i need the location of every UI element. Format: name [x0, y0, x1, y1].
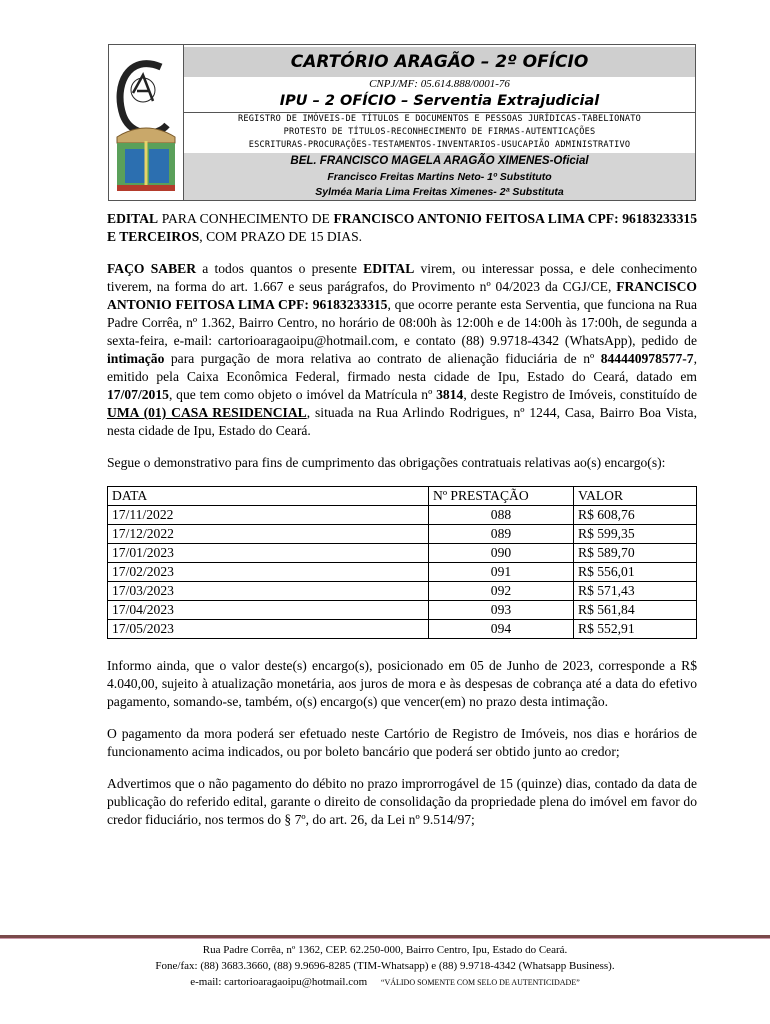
office-subtitle: IPU – 2 OFÍCIO – Serventia Extrajudicial: [279, 93, 600, 109]
col-prestacao: Nº PRESTAÇÃO: [429, 487, 574, 506]
advertimos-paragraph: Advertimos que o não pagamento do débito no prazo improrrogável de 15 (quinze) dias, contado da data de publicação do referido edital, garante o direito de consolidação da propriedade plena do imóvel em favor do credor fiduciário, nos termos do § 7º, do art. 26, da Lei nº 9.514/97;: [107, 776, 697, 827]
office-title: CARTÓRIO ARAGÃO – 2º OFÍCIO: [184, 47, 695, 77]
faco-saber-paragraph: FAÇO SABER a todos quantos o presente EDITAL virem, ou interessar possa, e dele conhecimento tiverem, na forma do art. 1.667 e seus parágrafos, do Provimento nº 04/2023 da CGJ/CE, FRANCISCO ANTONIO FEITOSA LIMA CPF: 96183233315, que ocorre perante esta Serventia, que funciona na Rua Padre Corrêa, nº 1.362, Bairro Centro, no horário de 08:00h às 12:00h e de 14:00h às 17:00h, de segunda a sexta-feira, e-mail: cartorioaragaoipu@hotmail.com, e contato (88) 9.9718-4342 (WhatsApp), pedido de intimação para purgação de mora relativa ao contrato de alienação fiduciária de nº 844440978577-7, emitido pela Caixa Econômica Federal, firmado nesta cidade de Ipu, Estado do Ceará, datado em 17/07/2015, que tem como objeto o imóvel da Matrícula nº 3814, deste Registro de Imóveis, constituído de UMA (01) CASA RESIDENCIAL, situada na Rua Arlindo Rodrigues, nº 1244, Casa, Bairro Boa Vista, nesta cidade de Ipu, Estado do Ceará.: [107, 261, 697, 438]
services-list: [184, 112, 695, 154]
installments-table: [107, 486, 697, 639]
footer-email: e-mail: cartorioaragaoipu@hotmail.com: [190, 976, 368, 988]
informo-paragraph: Informo ainda, que o valor deste(s) encargo(s), posicionado em 05 de Junho de 2023, corresponde a R$ 4.040,00, sujeito à atualização monetária, aos juros de mora e às despesas de cobrança até a data do efetivo pagamento, somando-se, também, o(s) encargo(s) que vencer(em) no prazo desta intimação.: [107, 658, 697, 709]
footer: [0, 942, 770, 991]
edital-heading: EDITAL PARA CONHECIMENTO DE FRANCISCO ANTONIO FEITOSA LIMA CPF: 96183233315 E TERCEIROS, COM PRAZO DE 15 DIAS.: [107, 211, 697, 244]
table-row: 17/01/2023 090 R$ 589,70: [108, 544, 697, 563]
table-header-row: [108, 487, 697, 506]
table-row: 17/05/2023 094 R$ 552,91: [108, 620, 697, 639]
table-row: 17/03/2023 092 R$ 571,43: [108, 582, 697, 601]
services-line: PROTESTO DE TÍTULOS-RECONHECIMENTO DE FIRMAS-AUTENTICAÇÕES: [283, 127, 596, 137]
substitute-1: Francisco Freitas Martins Neto- 1º Substituto: [327, 171, 552, 183]
cnpj: CNPJ/MF: 05.614.888/0001-76: [369, 78, 510, 90]
authenticity-note: “VÁLIDO SOMENTE COM SELO DE AUTENTICIDADE”: [380, 978, 580, 987]
footer-phones: Fone/fax: (88) 3683.3660, (88) 9.9696-8285 (TIM-Whatsapp) e (88) 9.9718-4342 (Whatsapp Business).: [155, 960, 615, 972]
footer-address: Rua Padre Corrêa, nº 1362, CEP. 62.250-000, Bairro Centro, Ipu, Estado do Ceará.: [202, 944, 568, 956]
col-valor: VALOR: [574, 487, 697, 506]
cartorio-logo: [109, 45, 184, 200]
official-name: BEL. FRANCISCO MAGELA ARAGÃO XIMENES-Oficial: [290, 155, 589, 167]
col-data: DATA: [108, 487, 429, 506]
services-line: ESCRITURAS-PROCURAÇÕES-TESTAMENTOS-INVENTARIOS-USUCAPIÃO ADMINISTRATIVO: [248, 140, 631, 150]
substitute-2: Sylméa Maria Lima Freitas Ximenes- 2ª Substituta: [315, 186, 564, 198]
officials-box: [184, 153, 695, 200]
table-row: 17/11/2022 088 R$ 608,76: [108, 506, 697, 525]
footer-contact-line: [0, 974, 770, 991]
letterhead: [108, 44, 696, 201]
table-row: 17/04/2023 093 R$ 561,84: [108, 601, 697, 620]
footer-divider: [0, 935, 770, 939]
segue-paragraph: Segue o demonstrativo para fins de cumprimento das obrigações contratuais relativas ao(s) encargo(s):: [107, 455, 666, 470]
pagamento-paragraph: O pagamento da mora poderá ser efetuado neste Cartório de Registro de Imóveis, nos dias e horários de funcionamento acima indicados, ou por boleto bancário que poderá ser obtido junto ao credor;: [107, 726, 697, 759]
table-row: 17/12/2022 089 R$ 599,35: [108, 525, 697, 544]
services-line: REGISTRO DE IMÓVEIS-DE TÍTULOS E DOCUMENTOS E PESSOAS JURÍDICAS-TABELIONATO: [237, 114, 642, 124]
table-row: 17/02/2023 091 R$ 556,01: [108, 563, 697, 582]
document-body: [107, 210, 697, 843]
